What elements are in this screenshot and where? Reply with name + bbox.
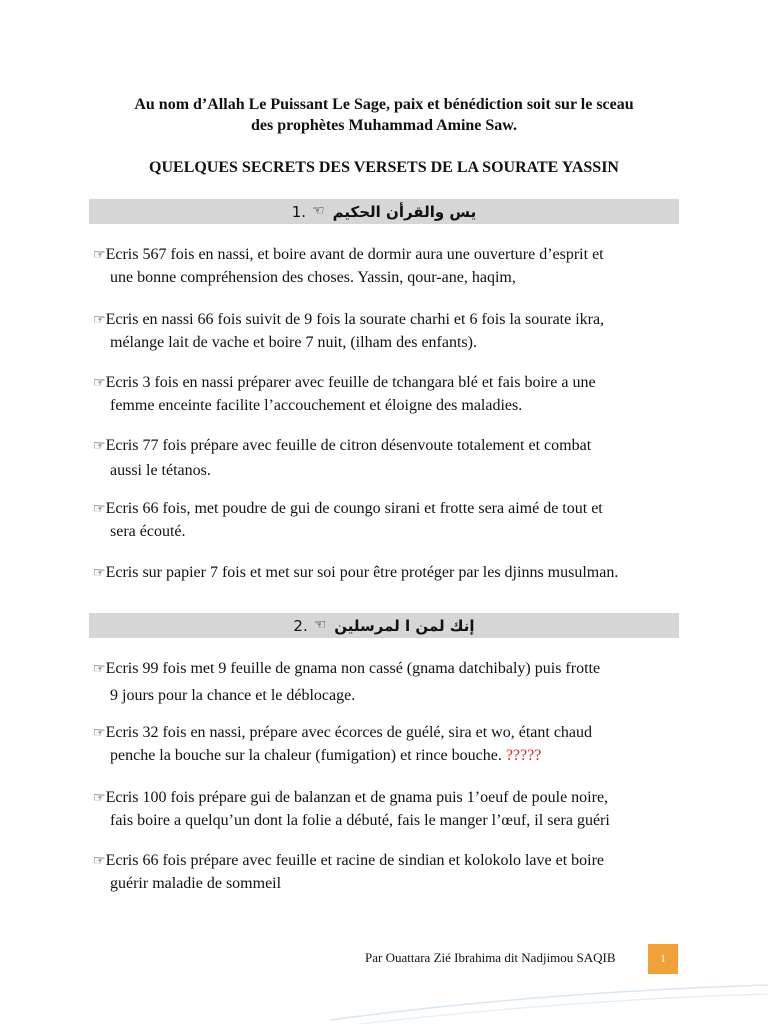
item-text-line2: mélange lait de vache et boire 7 nuit, (ilham des enfants). bbox=[110, 334, 477, 351]
item-text-line1: Ecris 3 fois en nassi préparer avec feuille de tchangara blé et fais boire a une bbox=[105, 374, 596, 391]
pointing-hand-icon: ☜ bbox=[312, 204, 325, 219]
item-text-line1: Ecris 100 fois prépare gui de balanzan et de gnama puis 1’oeuf de poule noire, bbox=[105, 789, 609, 806]
page-number-badge: 1 bbox=[648, 944, 678, 974]
item-text-line1: Ecris 99 fois met 9 feuille de gnama non cassé (gnama datchibaly) puis frotte bbox=[105, 660, 601, 677]
pointing-hand-icon: ☞ bbox=[93, 726, 106, 741]
footer-author: Par Ouattara Zié Ibrahima dit Nadjimou SAQIB bbox=[365, 950, 616, 965]
item-text-line2: fais boire a quelqu’un dont la folie a débuté, fais le manger l’œuf, il sera guéri bbox=[110, 812, 610, 829]
pointing-hand-icon: ☞ bbox=[93, 439, 106, 454]
section-verse-arabic: يس والقرأن الحكيم bbox=[332, 202, 477, 221]
item-text-line1: Ecris sur papier 7 fois et met sur soi pour être protéger par les djinns musulman. bbox=[105, 564, 619, 581]
dedication-line-1: Au nom d’Allah Le Puissant Le Sage, paix et bénédiction soit sur le sceau bbox=[134, 96, 634, 113]
pointing-hand-icon: ☞ bbox=[93, 502, 106, 517]
pointing-hand-icon: ☞ bbox=[93, 248, 106, 263]
pointing-hand-icon: ☞ bbox=[93, 566, 106, 581]
item-text-line2-main: penche la bouche sur la chaleur (fumigation) et rince bouche. bbox=[110, 747, 502, 764]
item-text-line2: guérir maladie de sommeil bbox=[110, 875, 282, 892]
item-text-line2: aussi le tétanos. bbox=[110, 462, 211, 479]
section-number: 1. bbox=[291, 202, 307, 221]
pointing-hand-icon: ☞ bbox=[93, 313, 106, 328]
pointing-hand-icon: ☞ bbox=[93, 791, 106, 806]
item-text-line1: Ecris 66 fois, met poudre de gui de coungo sirani et frotte sera aimé de tout et bbox=[105, 500, 603, 517]
item-text-line1: Ecris 77 fois prépare avec feuille de citron désenvoute totalement et combat bbox=[105, 437, 592, 454]
question-marks: ????? bbox=[505, 747, 542, 764]
item-text-line1: Ecris en nassi 66 fois suivit de 9 fois la sourate charhi et 6 fois la sourate ikra, bbox=[105, 311, 605, 328]
item-text-line2: 9 jours pour la chance et le déblocage. bbox=[110, 687, 356, 704]
document-title: QUELQUES SECRETS DES VERSETS DE LA SOURATE YASSIN bbox=[149, 159, 619, 176]
section-verse-arabic: إنك لمن ا لمرسلين bbox=[334, 616, 475, 635]
item-text-line1: Ecris 567 fois en nassi, et boire avant de dormir aura une ouverture d’esprit et bbox=[105, 246, 604, 263]
section-number: 2. bbox=[293, 616, 308, 635]
pointing-hand-icon: ☞ bbox=[93, 662, 106, 677]
item-text-line2: femme enceinte facilite l’accouchement et éloigne des maladies. bbox=[110, 397, 523, 414]
item-text-line1: Ecris 66 fois prépare avec feuille et racine de sindian et kolokolo lave et boire bbox=[105, 852, 605, 869]
item-text-line2: une bonne compréhension des choses. Yassin, qour-ane, haqim, bbox=[110, 269, 516, 286]
item-text-line1: Ecris 32 fois en nassi, prépare avec écorces de guélé, sira et wo, étant chaud bbox=[105, 724, 593, 741]
pointing-hand-icon: ☜ bbox=[313, 618, 327, 633]
pointing-hand-icon: ☞ bbox=[93, 376, 106, 391]
pointing-hand-icon: ☞ bbox=[93, 854, 106, 869]
dedication-line-2: des prophètes Muhammad Amine Saw. bbox=[251, 117, 517, 134]
item-text-line2: sera écouté. bbox=[110, 523, 186, 540]
